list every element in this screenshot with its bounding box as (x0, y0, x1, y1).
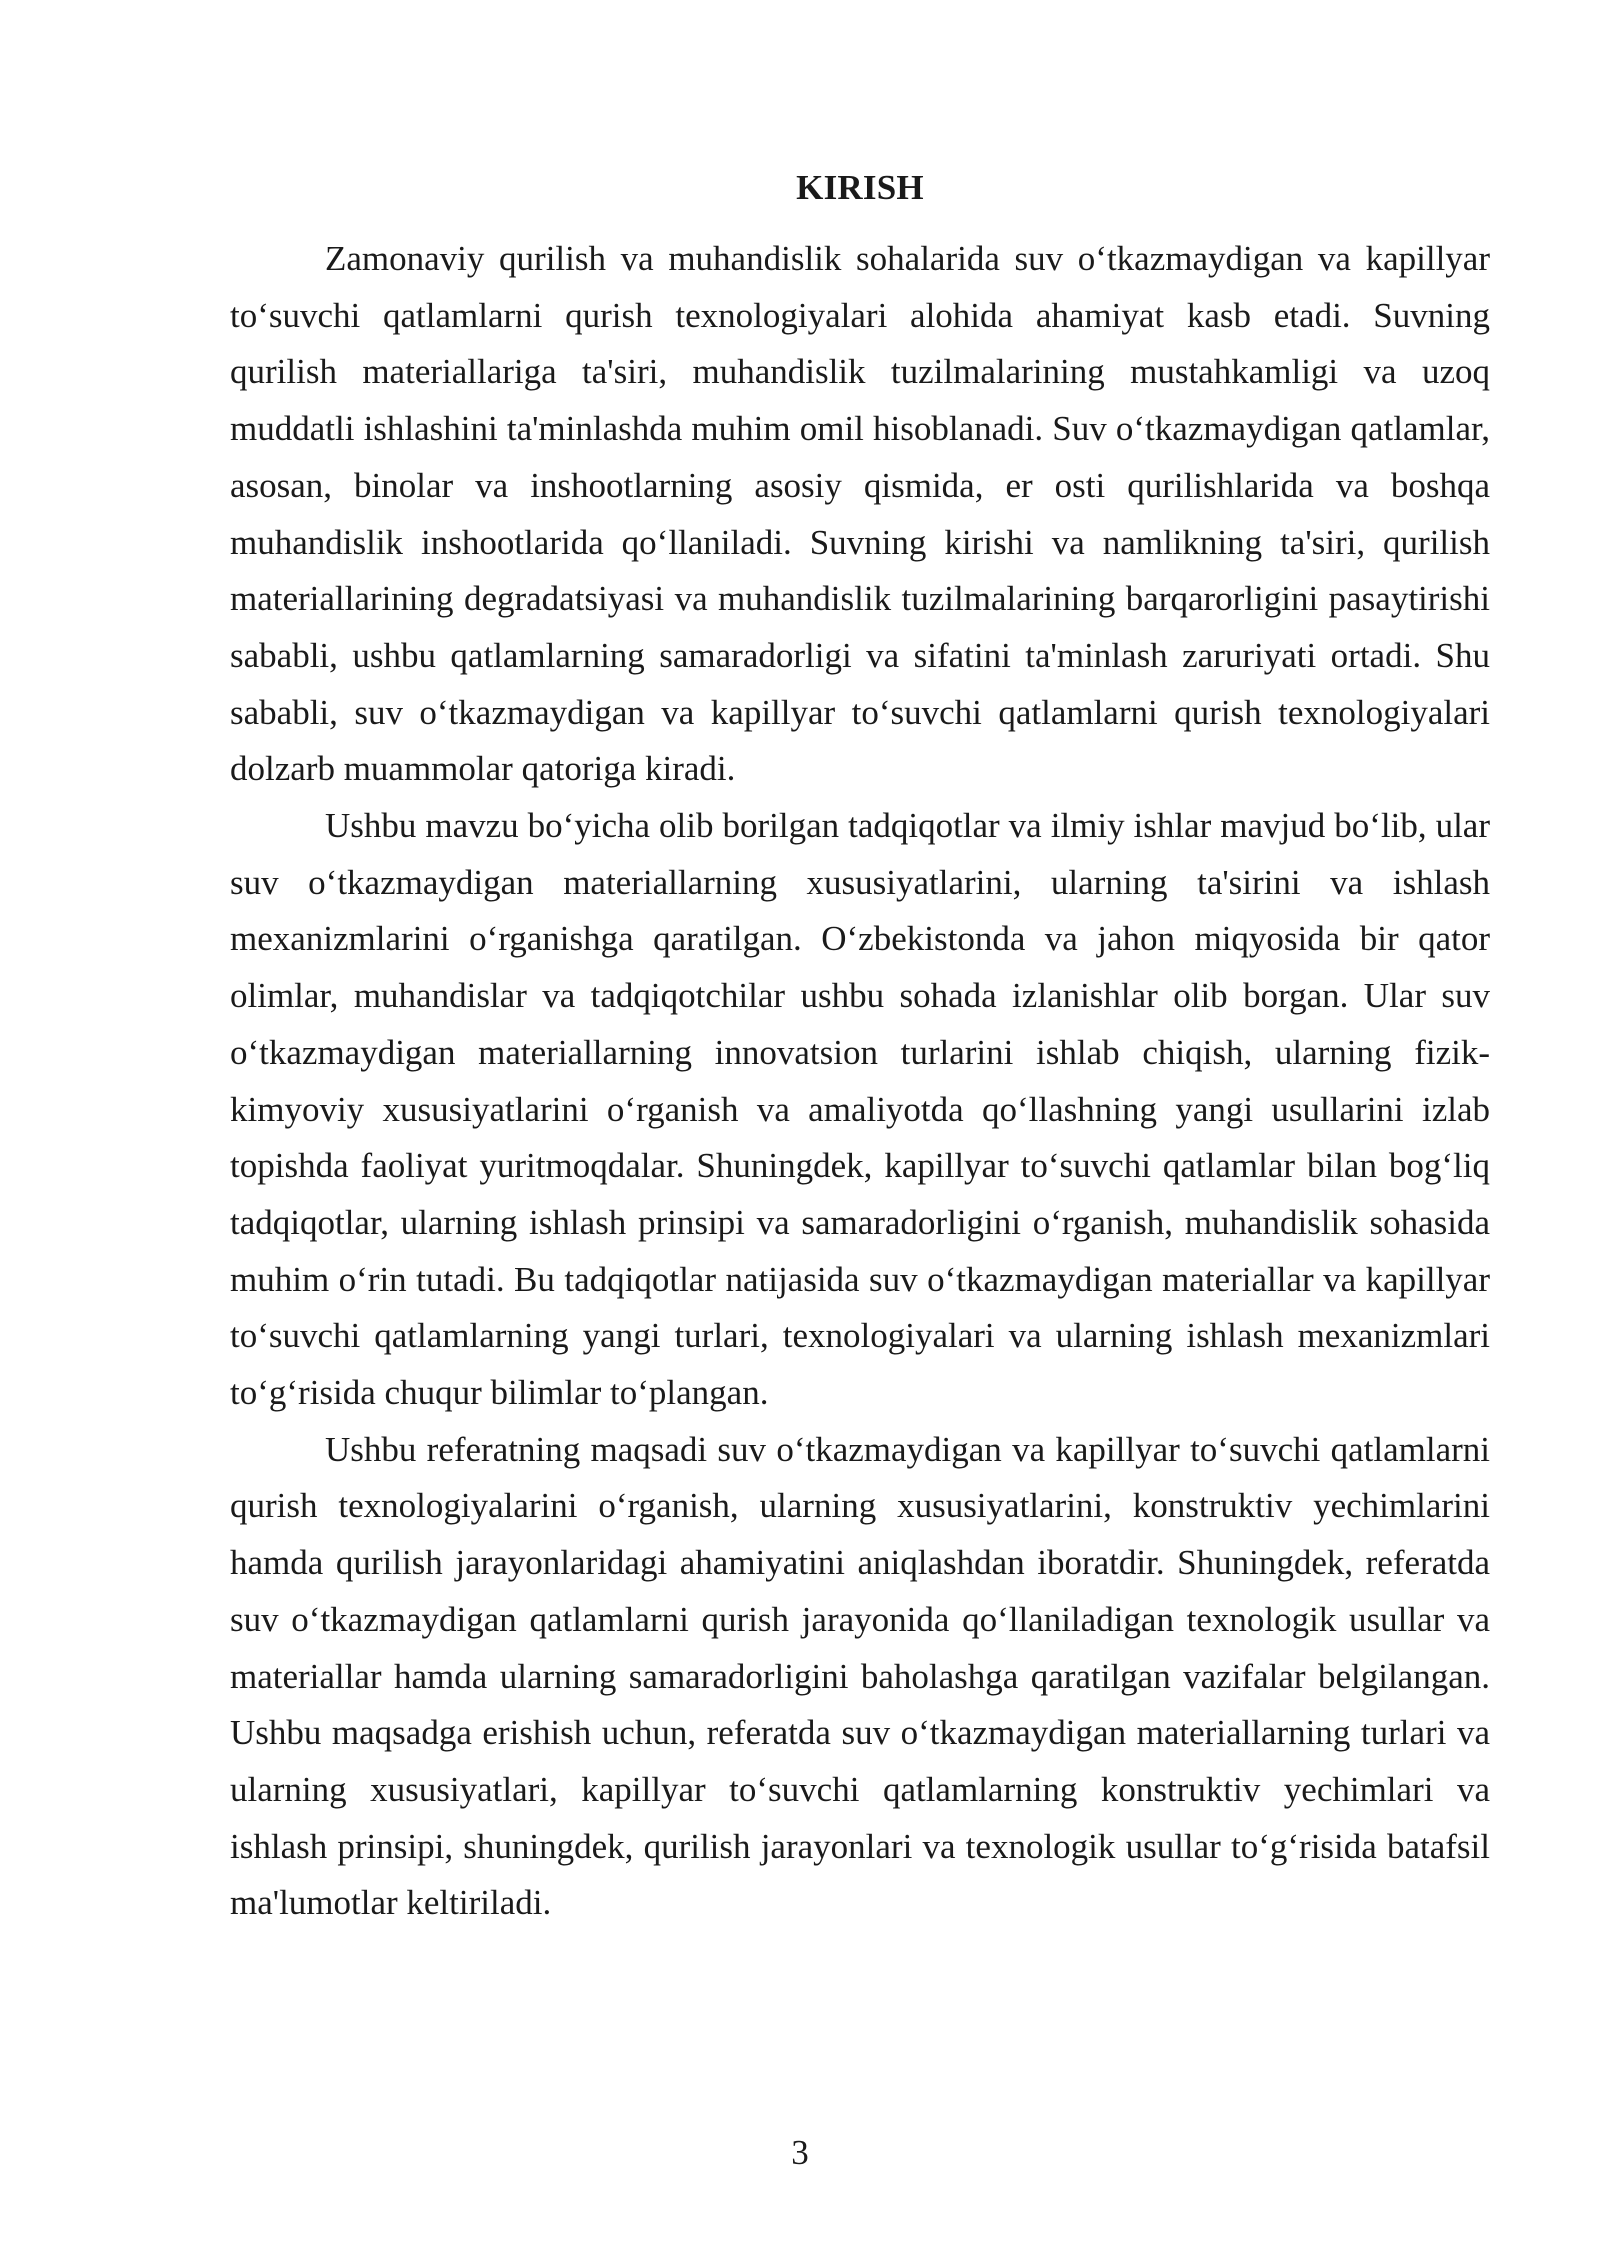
page-number: 3 (791, 2133, 809, 2172)
paragraph-3: Ushbu referatning maqsadi suv o‘tkazmaydigan va kapillyar to‘suvchi qatlamlarni qurish texnologiyalarini o‘rganish, ularning xususiyatlarini, konstruktiv yechimlarini hamda qurilish jarayonlaridagi ahamiyatini aniqlashdan iboratdir. Shuningdek, referatda suv o‘tkazmaydigan qatlamlarni qurish jarayonida qo‘llaniladigan texnologik usullar va materiallar hamda ularning samaradorligini baholashga qaratilgan vazifalar belgilangan. Ushbu maqsadga erishish uchun, referatda suv o‘tkazmaydigan materiallarning turlari va ularning xususiyatlari, kapillyar to‘suvchi qatlamlarning konstruktiv yechimlari va ishlash prinsipi, shuningdek, qurilish jarayonlari va texnologik usullar to‘g‘risida batafsil ma'lumotlar keltiriladi. (230, 1429, 1490, 1923)
section-title: KIRISH (796, 168, 924, 207)
paragraph-1: Zamonaviy qurilish va muhandislik sohalarida suv o‘tkazmaydigan va kapillyar to‘suvchi qatlamlarni qurish texnologiyalari alohida ahamiyat kasb etadi. Suvning qurilish materiallariga ta'siri, muhandislik tuzilmalarining mustahkamligi va uzoq muddatli ishlashini ta'minlashda muhim omil hisoblanadi. Suv o‘tkazmaydigan qatlamlar, asosan, binolar va inshootlarning asosiy qismida, er osti qurilishlarida va boshqa muhandislik inshootlarida qo‘llaniladi. Suvning kirishi va namlikning ta'siri, qurilish materiallarining degradatsiyasi va muhandislik tuzilmalarining barqarorligini pasaytirishi sababli, ushbu qatlamlarning samaradorligi va sifatini ta'minlash zaruriyati ortadi. Shu sababli, suv o‘tkazmaydigan va kapillyar to‘suvchi qatlamlarni qurish texnologiyalari dolzarb muammolar qatoriga kiradi. (230, 239, 1490, 789)
paragraph-2: Ushbu mavzu bo‘yicha olib borilgan tadqiqotlar va ilmiy ishlar mavjud bo‘lib, ular suv o‘tkazmaydigan materiallarning xususiyatlarini, ularning ta'sirini va ishlash mexanizmlarini o‘rganishga qaratilgan. O‘zbekistonda va jahon miqyosida bir qator olimlar, muhandislar va tadqiqotchilar ushbu sohada izlanishlar olib borgan. Ular suv o‘tkazmaydigan materiallarning innovatsion turlarini ishlab chiqish, ularning fizik-kimyoviy xususiyatlarini o‘rganish va amaliyotda qo‘llashning yangi usullarini izlab topishda faoliyat yuritmoqdalar. Shuningdek, kapillyar to‘suvchi qatlamlar bilan bog‘liq tadqiqotlar, ularning ishlash prinsipi va samaradorligini o‘rganish, muhandislik sohasida muhim o‘rin tutadi. Bu tadqiqotlar natijasida suv o‘tkazmaydigan materiallar va kapillyar to‘suvchi qatlamlarning yangi turlari, texnologiyalari va ularning ishlash mexanizmlari to‘g‘risida chuqur bilimlar to‘plangan. (230, 806, 1490, 1413)
page-content (230, 165, 1490, 1932)
